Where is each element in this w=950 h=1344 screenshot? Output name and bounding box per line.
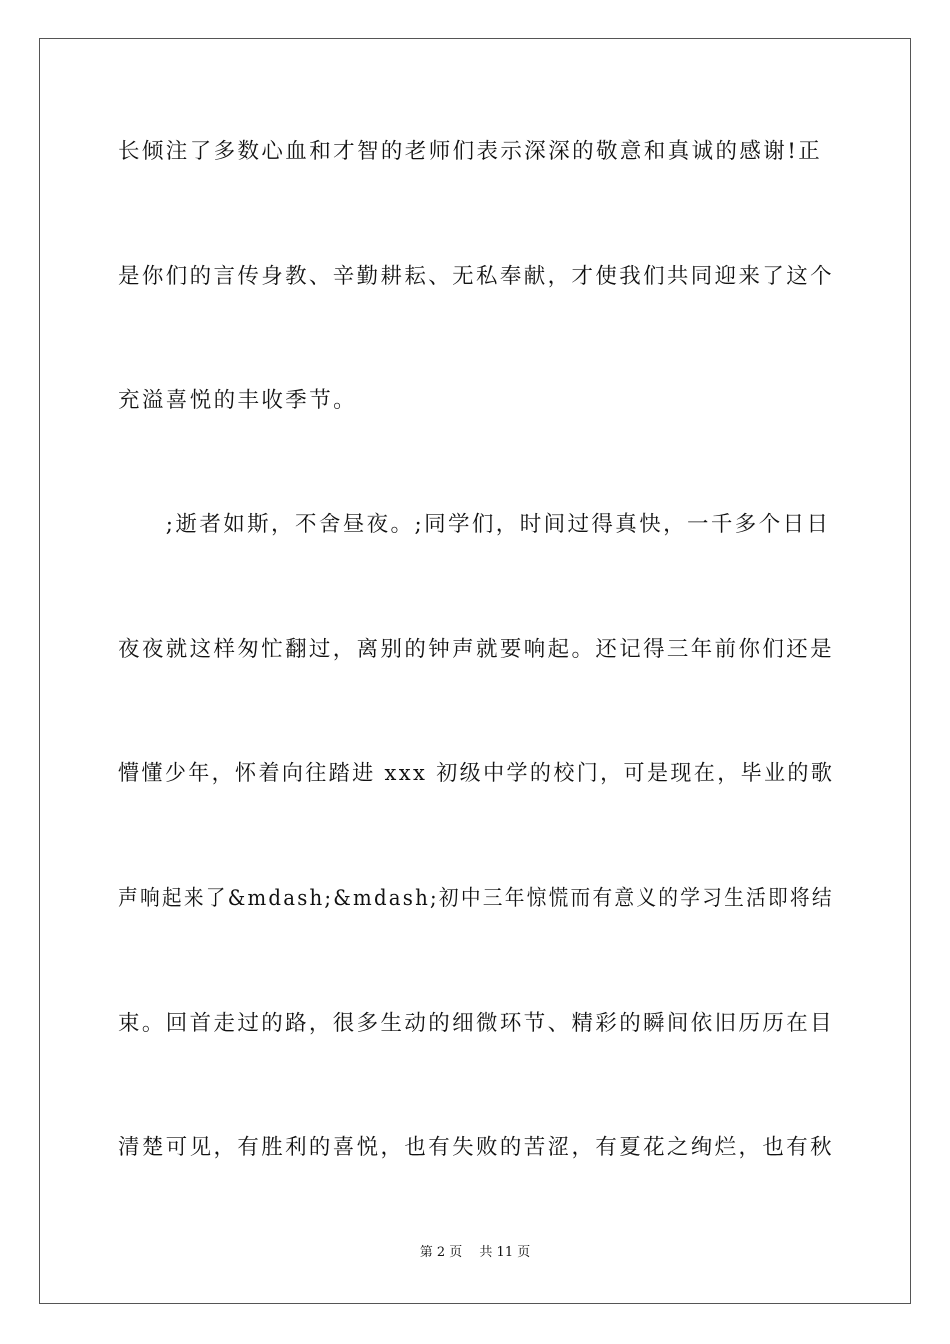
text-line: 夜夜就这样匆忙翻过，离别的钟声就要响起。还记得三年前你们还是 bbox=[118, 637, 835, 662]
text-line: 是你们的言传身教、辛勤耕耘、无私奉献，才使我们共同迎来了这个 bbox=[118, 264, 835, 289]
text-line: 束。回首走过的路，很多生动的细微环节、精彩的瞬间依旧历历在目 bbox=[118, 1011, 835, 1036]
text-line: 清楚可见，有胜利的喜悦，也有失败的苦涩，有夏花之绚烂，也有秋 bbox=[118, 1135, 835, 1160]
page-border bbox=[39, 38, 911, 1304]
text-line: 声响起来了&mdash;&mdash;初中三年惊慌而有意义的学习生活即将结 bbox=[118, 886, 834, 911]
text-line: 充溢喜悦的丰收季节。 bbox=[118, 388, 358, 413]
text-line: ;逝者如斯，不舍昼夜。;同学们，时间过得真快，一千多个日日 bbox=[118, 512, 831, 537]
page-number-footer: 第 2 页 共 11 页 bbox=[419, 1245, 531, 1260]
text-line: 懵懂少年，怀着向往踏进 xxx 初级中学的校门，可是现在，毕业的歌 bbox=[118, 761, 835, 786]
text-line: 长倾注了多数心血和才智的老师们表示深深的敬意和真诚的感谢!正 bbox=[118, 139, 823, 164]
